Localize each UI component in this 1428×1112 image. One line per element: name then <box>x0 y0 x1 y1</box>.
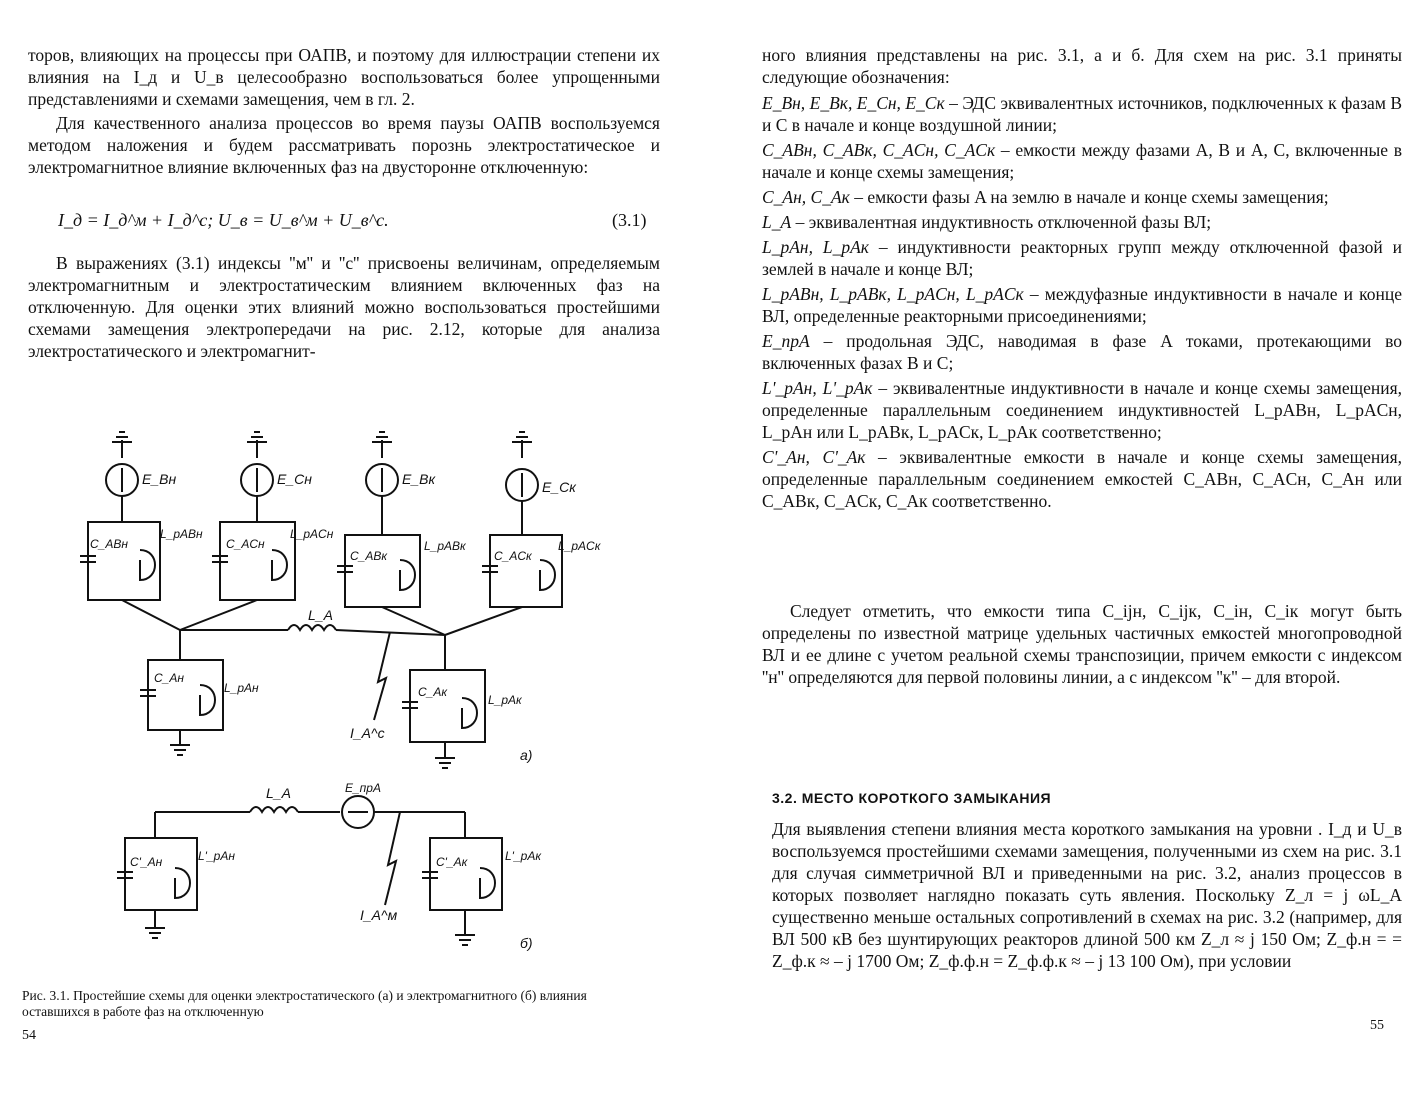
label-C-An-prime: C'_Aн <box>130 855 163 869</box>
label-L-A: L_A <box>308 607 333 623</box>
page-number-left: 54 <box>22 1028 36 1043</box>
label-E-Bk: E_Bк <box>402 471 436 487</box>
label-L-pABn: L_pABн <box>160 527 203 541</box>
label-C-ACn: C_ACн <box>226 537 265 551</box>
label-L-pAn: L_pAн <box>224 681 259 695</box>
label-E-Bn: E_Bн <box>142 471 177 487</box>
definition-item: C_Aн, C_Aк – емкости фазы A на землю в начале и конце схемы замещения; <box>762 187 1329 207</box>
section-heading: 3.2. МЕСТО КОРОТКОГО ЗАМЫКАНИЯ <box>772 790 1052 806</box>
ground-symbol-4 <box>512 432 532 458</box>
label-L-pAn-prime: L'_pAн <box>198 849 235 863</box>
page-number-right: 55 <box>1370 1018 1384 1033</box>
label-C-ABk: C_ABк <box>350 549 388 563</box>
definition-item: E_прA – продольная ЭДС, наводимая в фазе A токами, протекающими во включенных фазах B и C; <box>762 331 1403 373</box>
label-E-Ck: E_Cк <box>542 479 576 495</box>
label-L-pAk: L_pAк <box>488 693 522 707</box>
label-L-pABk: L_pABк <box>424 539 466 553</box>
right-paragraph-1: ного влияния представлены на рис. 3.1, а и б. Для схем на рис. 3.1 приняты следующие обозначения: <box>762 45 1402 87</box>
label-C-Ak-prime: C'_Aк <box>436 855 468 869</box>
definitions-list <box>762 92 1402 515</box>
right-paragraph-3: Для выявления степени влияния места короткого замыкания на уровни . I_д и U_в воспользуемся простейшими схемами замещения, полученными из схем на рис. 3.1 для случая симметричной ВЛ и приведенными на рис. 3.2, анализ процессов в которых позволяет наглядно показать суть явления. Поскольку Z_л = j ωL_A существенно меньше остальных сопротивлений в схемах на рис. 3.2 (например, для ВЛ 500 кВ без шунтирующих реакторов длиной 500 км Z_л ≈ j 150 Ом; Z_ф.н = = Z_ф.к ≈ – j 1700 Ом; Z_ф.ф.н = Z_ф.ф.к ≈ – j 13 100 Ом), при условии <box>772 819 1402 971</box>
right-page <box>714 0 1428 1112</box>
definition-item: C'_Aн, C'_Aк – эквивалентные емкости в начале и конце схемы замещения, определенные параллельным соединением емкостей C_ABн, C_ACн, C_Aн или C_ABк, C_ACк, C_Aк соответственно. <box>762 447 1403 511</box>
figure-caption: Рис. 3.1. Простейшие схемы для оценки электростатического (а) и электромагнитного (б) влияния оставшихся в работе фаз на отключенную <box>22 988 587 1019</box>
right-paragraph-2: Следует отметить, что емкости типа C_ijн, C_ijк, C_iн, C_iк могут быть определены по известной матрице удельных частичных емкостей многопроводной ВЛ и ее длине с учетом реальной схемы транспозиции, причем емкости с индексом ''н'' определяются для первой половины линии, а с индексом ''к'' – для второй. <box>762 601 1402 687</box>
definition-item: L_pABн, L_pABк, L_pACн, L_pACк – междуфазные индуктивности в начале и конце ВЛ, определенные реакторными присоединениями; <box>762 284 1403 326</box>
label-I-A-c: I_A^c <box>350 725 385 741</box>
left-paragraph-3: В выражениях (3.1) индексы ''м'' и ''с'' присвоены величинам, определяемым электромагнитным и электростатическим влиянием включенных фаз на отключенную. Для оценки этих влияний можно воспользоваться простейшими схемами замещения электропередачи на рис. 2.12, которые для анализа электростатического и электромагнит- <box>28 253 660 361</box>
left-paragraph-2: Для качественного анализа процессов во время паузы ОАПВ воспользуемся методом наложения и будем рассматривать порознь электростатическое и электромагнитное влияние включенных фаз на двусторонне отключенную: <box>28 113 660 177</box>
definition-item: E_Bн, E_Bк, E_Cн, E_Cк – ЭДС эквивалентных источников, подключенных к фазам B и C в начале и конце воздушной линии; <box>762 93 1403 135</box>
equation-number: (3.1) <box>612 210 647 230</box>
label-E-prA: E_прA <box>345 781 381 795</box>
label-C-Ak: C_Aк <box>418 685 448 699</box>
ground-symbol-1 <box>112 432 132 458</box>
label-L-pACk: L_pACк <box>558 539 601 553</box>
label-C-An: C_Aн <box>154 671 184 685</box>
label-C-ACk: C_ACк <box>494 549 532 563</box>
label-I-A-m: I_A^м <box>360 907 398 923</box>
definition-item: C_ABн, C_ABк, C_ACн, C_ACк – емкости между фазами A, B и A, C, включенные в начале и конце схемы замещения; <box>762 140 1403 182</box>
definition-item: L'_pAн, L'_pAк – эквивалентные индуктивности в начале и конце схемы замещения, определенные параллельным соединением индуктивностей L_pABн, L_pACн, L_pAн или L_pABк, L_pACк, L_pAк соответственно; <box>762 378 1402 442</box>
ground-symbol-2 <box>247 432 267 458</box>
definition-item: L_pAн, L_pAк – индуктивности реакторных групп между отключенной фазой и землей в начале и конце ВЛ; <box>762 237 1403 279</box>
label-L-pACn: L_pACн <box>290 527 334 541</box>
ground-symbol-3 <box>372 432 392 458</box>
label-L-A-b: L_A <box>266 785 291 801</box>
label-subfigure-a: а) <box>520 747 533 763</box>
definition-item: L_A – эквивалентная индуктивность отключенной фазы ВЛ; <box>762 212 1212 232</box>
figure-3-1 <box>60 420 601 970</box>
left-paragraph-1: торов, влияющих на процессы при ОАПВ, и поэтому для иллюстрации степени их влияния на I_д и U_в целесообразно воспользоваться более упрощенными представлениями и схемами замещения, чем в гл. 2. <box>28 45 660 109</box>
label-L-pAk-prime: L'_pAк <box>505 849 541 863</box>
label-C-ABn: C_ABн <box>90 537 128 551</box>
equation-3-1: I_д = I_д^м + I_д^с; U_в = U_в^м + U_в^с. <box>58 210 389 230</box>
label-subfigure-b: б) <box>520 935 533 951</box>
label-E-Cn: E_Cн <box>277 471 312 487</box>
